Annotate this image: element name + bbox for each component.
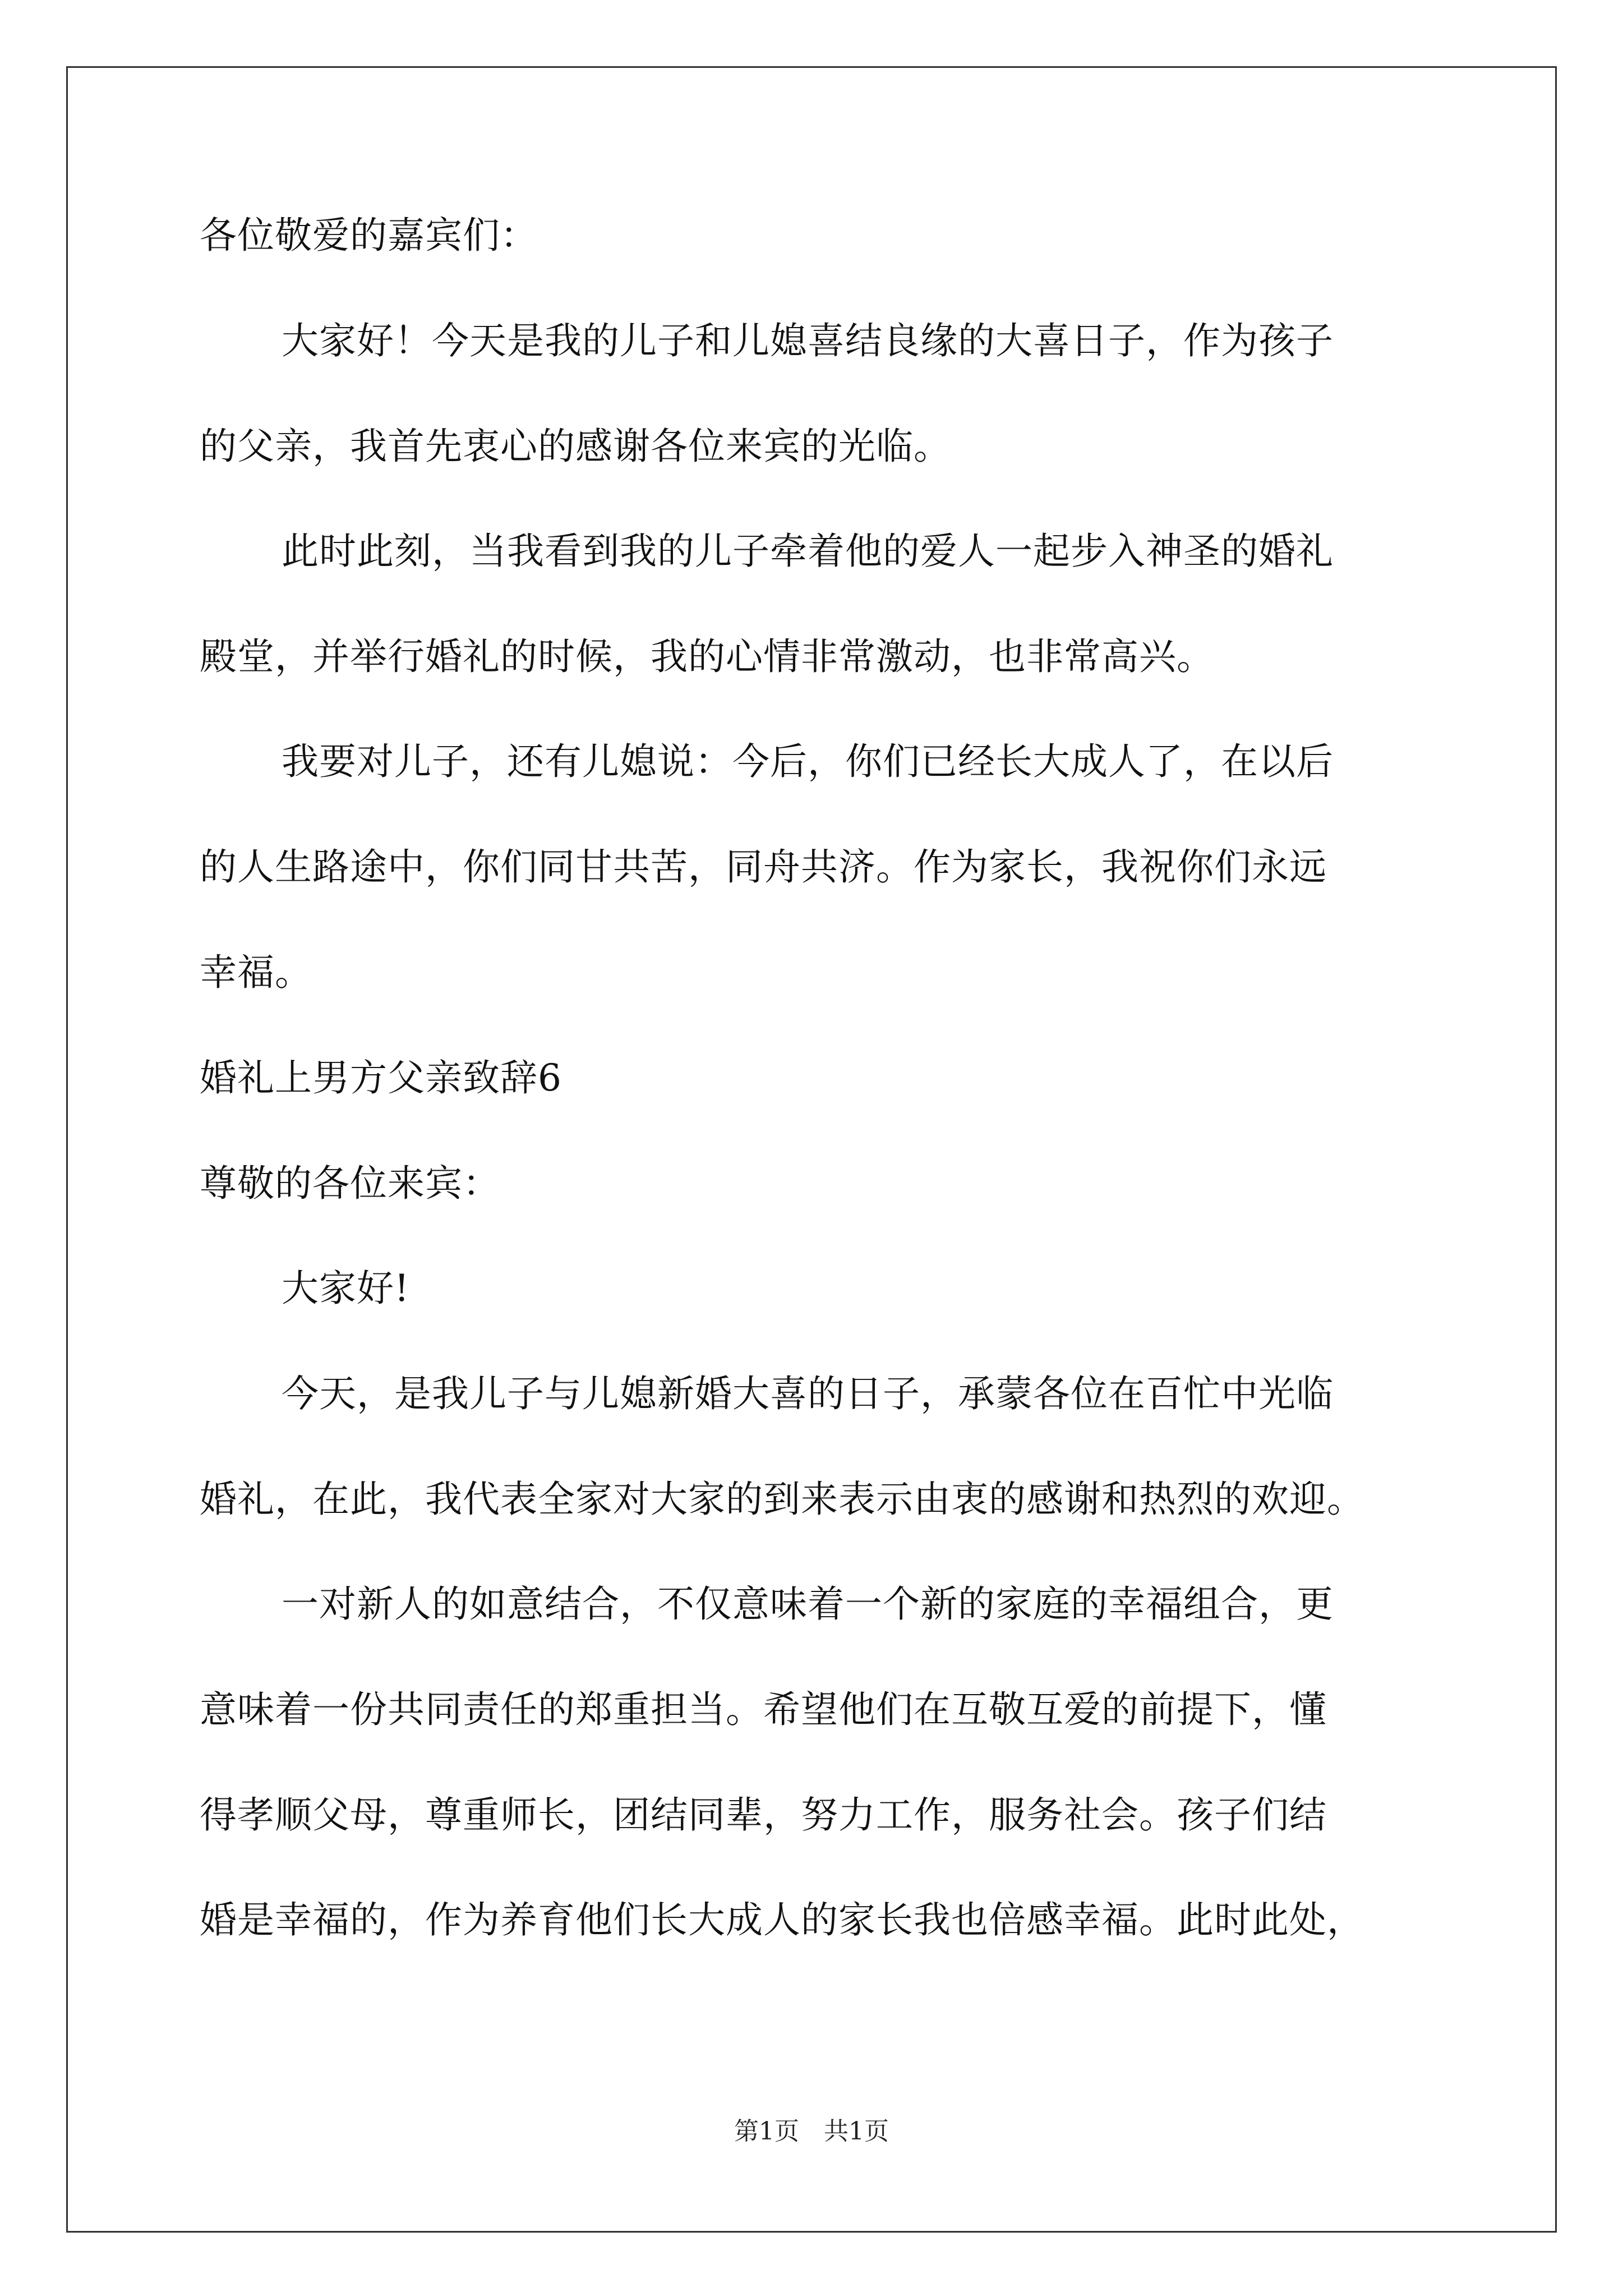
paragraph-line: 意味着一份共同责任的郑重担当。希望他们在互敬互爱的前提下，懂 bbox=[200, 1688, 1327, 1731]
salutation-line: 尊敬的各位来宾： bbox=[200, 1162, 500, 1205]
paragraph-line: 大家好！今天是我的儿子和儿媳喜结良缘的大喜日子，作为孩子 bbox=[282, 319, 1334, 362]
paragraph-line: 殿堂，并举行婚礼的时候，我的心情非常激动，也非常高兴。 bbox=[200, 635, 1214, 678]
paragraph-line: 的人生路途中，你们同甘共苦，同舟共济。作为家长，我祝你们永远 bbox=[200, 845, 1327, 889]
page-footer: 第1页 共1页 bbox=[734, 2117, 889, 2146]
paragraph-line: 婚礼，在此，我代表全家对大家的到来表示由衷的感谢和热烈的欢迎。 bbox=[200, 1478, 1364, 1521]
paragraph-line: 今天，是我儿子与儿媳新婚大喜的日子，承蒙各位在百忙中光临 bbox=[282, 1372, 1334, 1415]
paragraph-line: 幸福。 bbox=[200, 951, 312, 994]
paragraph-line: 得孝顺父母，尊重师长，团结同辈，努力工作，服务社会。孩子们结 bbox=[200, 1793, 1327, 1837]
paragraph-line: 我要对儿子，还有儿媳说：今后，你们已经长大成人了，在以后 bbox=[282, 740, 1334, 783]
paragraph-line: 的父亲，我首先衷心的感谢各位来宾的光临。 bbox=[200, 425, 951, 468]
paragraph-line: 婚是幸福的，作为养育他们长大成人的家长我也倍感幸福。此时此处， bbox=[200, 1898, 1364, 1941]
paragraph-line: 一对新人的如意结合，不仅意味着一个新的家庭的幸福组合，更 bbox=[282, 1582, 1334, 1626]
salutation-line: 各位敬爱的嘉宾们： bbox=[200, 214, 538, 257]
paragraph-line: 此时此刻，当我看到我的儿子牵着他的爱人一起步入神圣的婚礼 bbox=[282, 530, 1334, 573]
paragraph-line: 大家好! bbox=[282, 1267, 410, 1310]
section-heading: 婚礼上男方父亲致辞6 bbox=[200, 1056, 562, 1099]
